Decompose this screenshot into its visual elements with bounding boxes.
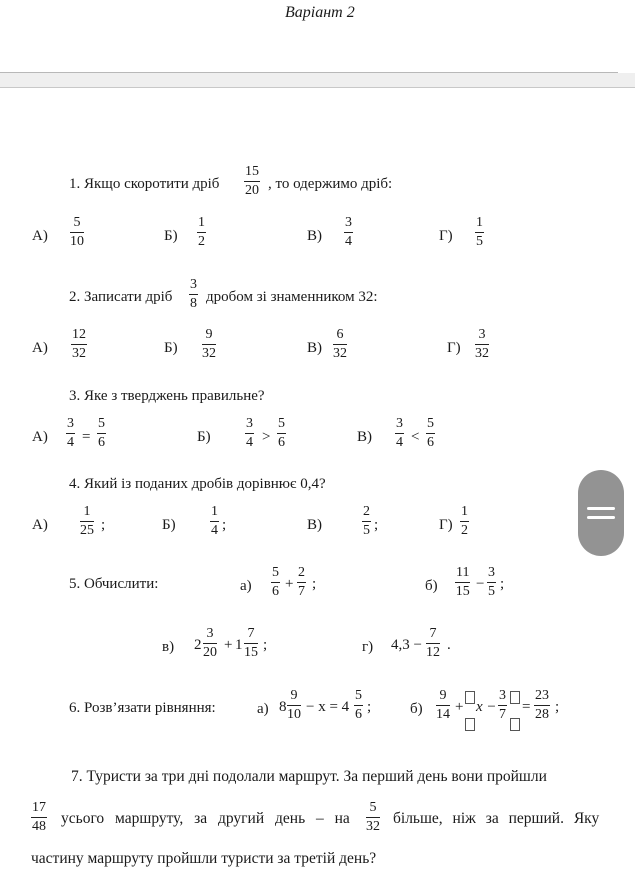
q5-c-label: в)	[162, 639, 175, 655]
q2-text: 2. Записати дріб	[69, 289, 173, 305]
q7-fraction-1: $\frac{17}{48}$	[32, 800, 46, 834]
q4-option-d-label: Г)	[439, 517, 453, 533]
q3-option-a-right: $\frac{5}{6}$	[98, 416, 105, 450]
q3-option-b-left: $\frac{3}{4}$	[246, 416, 253, 450]
q5-d-fraction: $\frac{7}{12}$	[426, 626, 440, 660]
q3-option-a-left: $\frac{3}{4}$	[67, 416, 74, 450]
q5-a-label: а)	[240, 578, 252, 594]
q1-option-b-label: Б)	[164, 228, 178, 244]
q1-option-d: $\frac{1}{5}$	[476, 215, 483, 249]
q6-a-label: а)	[257, 701, 269, 717]
q3-option-a-operator: =	[82, 429, 91, 445]
q5-c-operator: +	[224, 637, 233, 653]
q1-option-a-label: А)	[32, 228, 48, 244]
q3-option-c-operator: <	[411, 429, 420, 445]
q5-b-sep: ;	[500, 576, 505, 592]
q6-b-fraction-1: $\frac{9}{14}$	[436, 688, 450, 722]
q2-option-a: $\frac{12}{32}$	[72, 327, 86, 361]
q6-b-equals: =	[522, 699, 531, 715]
q2-option-c-label: В)	[307, 340, 322, 356]
q7-line-1: 7. Туристи за три дні подолали маршрут. За перший день вони пройшли	[71, 768, 547, 785]
q5-c-fraction-2: $\frac{7}{15}$	[244, 626, 258, 660]
q5-a-fraction-2: $\frac{2}{7}$	[298, 565, 305, 599]
q3-option-b-right: $\frac{5}{6}$	[278, 416, 285, 450]
q3-option-c-right: $\frac{5}{6}$	[427, 416, 434, 450]
q5-c-sep: ;	[263, 637, 268, 653]
q7-line-2-part-2: більше, ніж за перший. Яку	[393, 810, 600, 827]
q3-text: 3. Яке з тверджень правильне?	[69, 388, 265, 404]
q2-option-d-label: Г)	[447, 340, 461, 356]
q4-text: 4. Який із поданих дробів дорівнює 0,4?	[69, 476, 326, 492]
q6-b-variable: x −	[476, 699, 497, 715]
q4-option-b-label: Б)	[162, 517, 176, 533]
q1-option-c: $\frac{3}{4}$	[345, 215, 352, 249]
q5-c-whole-1: 2	[194, 637, 202, 653]
q6-a-fraction-1: $\frac{9}{10}$	[287, 688, 301, 722]
q5-d-sep: .	[447, 637, 451, 653]
q1-option-c-label: В)	[307, 228, 322, 244]
q2-text-end: дробом зі знаменником 32:	[206, 289, 378, 305]
q4-option-a: $\frac{1}{25}$	[80, 504, 94, 538]
q3-option-c-label: В)	[357, 429, 372, 445]
page-gap	[0, 73, 635, 87]
q6-b-label: б)	[410, 701, 423, 717]
q3-option-c-left: $\frac{3}{4}$	[396, 416, 403, 450]
q6-a-whole: 8	[279, 699, 287, 715]
q1-option-d-label: Г)	[439, 228, 453, 244]
q1-fraction: $\frac{15}{20}$	[245, 164, 259, 198]
q5-c-whole-2: 1	[235, 637, 243, 653]
bracket-close-glyph	[510, 691, 520, 731]
q2-option-a-label: А)	[32, 340, 48, 356]
q5-b-operator: −	[476, 576, 485, 592]
bracket-open-glyph	[465, 691, 475, 731]
q6-a-middle: − x = 4	[306, 699, 350, 715]
q5-c-fraction-1: $\frac{3}{20}$	[203, 626, 217, 660]
q2-option-d: $\frac{3}{32}$	[475, 327, 489, 361]
q2-fraction: $\frac{3}{8}$	[190, 277, 197, 311]
q5-text: 5. Обчислити:	[69, 576, 159, 592]
q6-b-sep: ;	[555, 699, 560, 715]
q4-option-c-sep: ;	[374, 517, 379, 533]
q5-b-label: б)	[425, 578, 438, 594]
q6-text: 6. Розв’язати рівняння:	[69, 700, 216, 716]
q7-line-3: частину маршруту пройшли туристи за третій день?	[31, 850, 377, 867]
q6-a-sep: ;	[367, 699, 372, 715]
q3-option-b-label: Б)	[197, 429, 211, 445]
q1-option-b: $\frac{1}{2}$	[198, 215, 205, 249]
q2-option-c: $\frac{6}{32}$	[333, 327, 347, 361]
q4-option-a-label: А)	[32, 517, 48, 533]
q7-fraction-2: $\frac{5}{32}$	[366, 800, 380, 834]
q4-option-b: $\frac{1}{4}$	[211, 504, 218, 538]
q4-option-c: $\frac{2}{5}$	[363, 504, 370, 538]
q7-line-2-part-1: усього маршруту, за другий день – на	[61, 810, 350, 827]
q5-d-label: г)	[362, 639, 374, 655]
previous-page	[0, 0, 618, 73]
q3-option-b-operator: >	[262, 429, 271, 445]
q5-a-fraction-1: $\frac{5}{6}$	[272, 565, 279, 599]
q4-option-a-sep: ;	[101, 517, 106, 533]
q1-option-a: $\frac{5}{10}$	[70, 215, 84, 249]
handle-line-icon	[587, 516, 615, 519]
q5-b-fraction-1: $\frac{11}{15}$	[455, 565, 470, 599]
handle-line-icon	[587, 507, 615, 510]
q6-b-fraction-2: $\frac{3}{7}$	[499, 688, 506, 722]
q4-option-c-label: В)	[307, 517, 322, 533]
scroll-handle[interactable]	[578, 470, 624, 556]
q5-b-fraction-2: $\frac{3}{5}$	[488, 565, 495, 599]
variant-title: Варіант 2	[285, 4, 355, 21]
q5-a-operator: +	[285, 576, 294, 592]
q2-option-b-label: Б)	[164, 340, 178, 356]
q6-a-fraction-2: $\frac{5}{6}$	[355, 688, 362, 722]
q4-option-b-sep: ;	[222, 517, 227, 533]
q5-a-sep: ;	[312, 576, 317, 592]
q3-option-a-label: А)	[32, 429, 48, 445]
q6-b-operator: +	[455, 699, 464, 715]
q6-b-fraction-3: $\frac{23}{28}$	[535, 688, 549, 722]
q5-d-whole: 4,3 −	[391, 637, 422, 653]
q1-text: 1. Якщо скоротити дріб	[69, 176, 220, 192]
q2-option-b: $\frac{9}{32}$	[202, 327, 216, 361]
q4-option-d: $\frac{1}{2}$	[461, 504, 468, 538]
q1-text-end: , то одержимо дріб:	[268, 176, 393, 192]
